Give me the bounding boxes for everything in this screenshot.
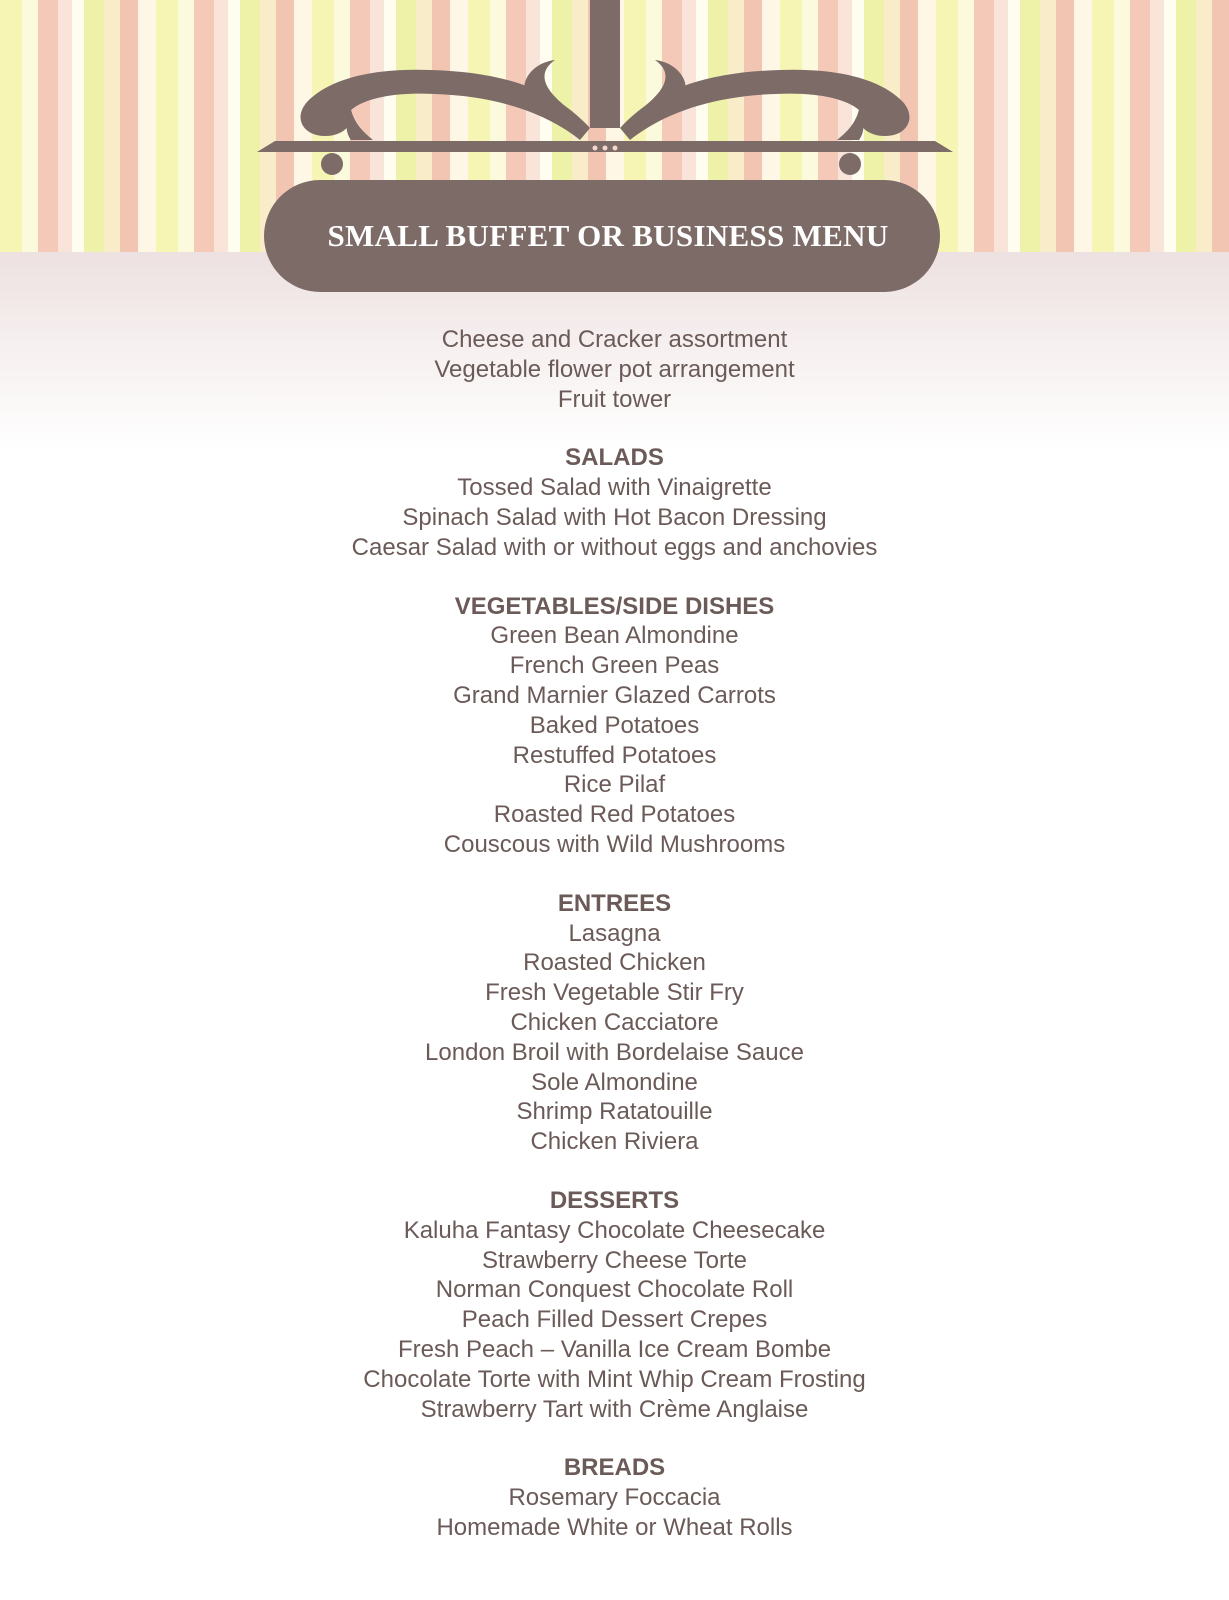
list-item: Kaluha Fantasy Chocolate Cheesecake xyxy=(403,1216,826,1244)
list-item: French Green Peas xyxy=(509,652,720,680)
list-item: Grand Marnier Glazed Carrots xyxy=(453,681,776,709)
page-title: SMALL BUFFET OR BUSINESS MENU xyxy=(327,218,889,253)
list-item: Rosemary Foccacia xyxy=(508,1484,721,1512)
menu-list xyxy=(0,325,1229,1572)
list-item: Lasagna xyxy=(568,919,661,947)
list-item: Spinach Salad with Hot Bacon Dressing xyxy=(402,503,827,531)
list-item: Chocolate Torte with Mint Whip Cream Frosting xyxy=(363,1365,866,1393)
menu-section-appetizers xyxy=(0,325,1229,414)
list-item: London Broil with Bordelaise Sauce xyxy=(425,1038,804,1066)
list-item: Cheese and Cracker assortment xyxy=(441,326,788,353)
menu-section-breads xyxy=(0,1453,1229,1542)
list-item: Fresh Peach – Vanilla Ice Cream Bombe xyxy=(397,1335,832,1363)
list-item: Fruit tower xyxy=(557,385,672,413)
list-item: Restuffed Potatoes xyxy=(512,741,717,769)
list-item: Homemade White or Wheat Rolls xyxy=(436,1513,793,1541)
menu-section-salads xyxy=(0,443,1229,562)
section-heading: BREADS xyxy=(563,1454,666,1482)
list-item: Shrimp Ratatouille xyxy=(516,1098,713,1126)
list-item: Sole Almondine xyxy=(531,1068,698,1096)
list-item: Green Bean Almondine xyxy=(490,622,739,650)
list-item: Roasted Chicken xyxy=(523,949,706,977)
list-item: Rice Pilaf xyxy=(563,771,666,799)
menu-section-entrees xyxy=(0,889,1229,1157)
list-item: Tossed Salad with Vinaigrette xyxy=(457,474,772,502)
list-item: Chicken Cacciatore xyxy=(510,1008,719,1036)
list-item: Strawberry Cheese Torte xyxy=(481,1246,747,1274)
list-item: Fresh Vegetable Stir Fry xyxy=(485,979,744,1007)
section-heading: VEGETABLES/SIDE DISHES xyxy=(454,592,775,620)
list-item: Couscous with Wild Mushrooms xyxy=(443,830,786,858)
list-item: Vegetable flower pot arrangement xyxy=(434,355,795,383)
menu-section-desserts xyxy=(0,1186,1229,1424)
list-item: Roasted Red Potatoes xyxy=(493,801,736,829)
section-heading: ENTREES xyxy=(557,889,672,917)
list-item: Strawberry Tart with Crème Anglaise xyxy=(420,1395,809,1423)
list-item: Baked Potatoes xyxy=(529,711,700,739)
section-heading: SALADS xyxy=(565,444,664,472)
section-heading: DESSERTS xyxy=(549,1186,680,1214)
menu-section-vegetables xyxy=(0,592,1229,860)
list-item: Caesar Salad with or without eggs and anchovies xyxy=(351,533,878,561)
list-item: Peach Filled Dessert Crepes xyxy=(461,1306,768,1334)
list-item: Norman Conquest Chocolate Roll xyxy=(435,1276,794,1304)
list-item: Chicken Riviera xyxy=(530,1128,699,1156)
